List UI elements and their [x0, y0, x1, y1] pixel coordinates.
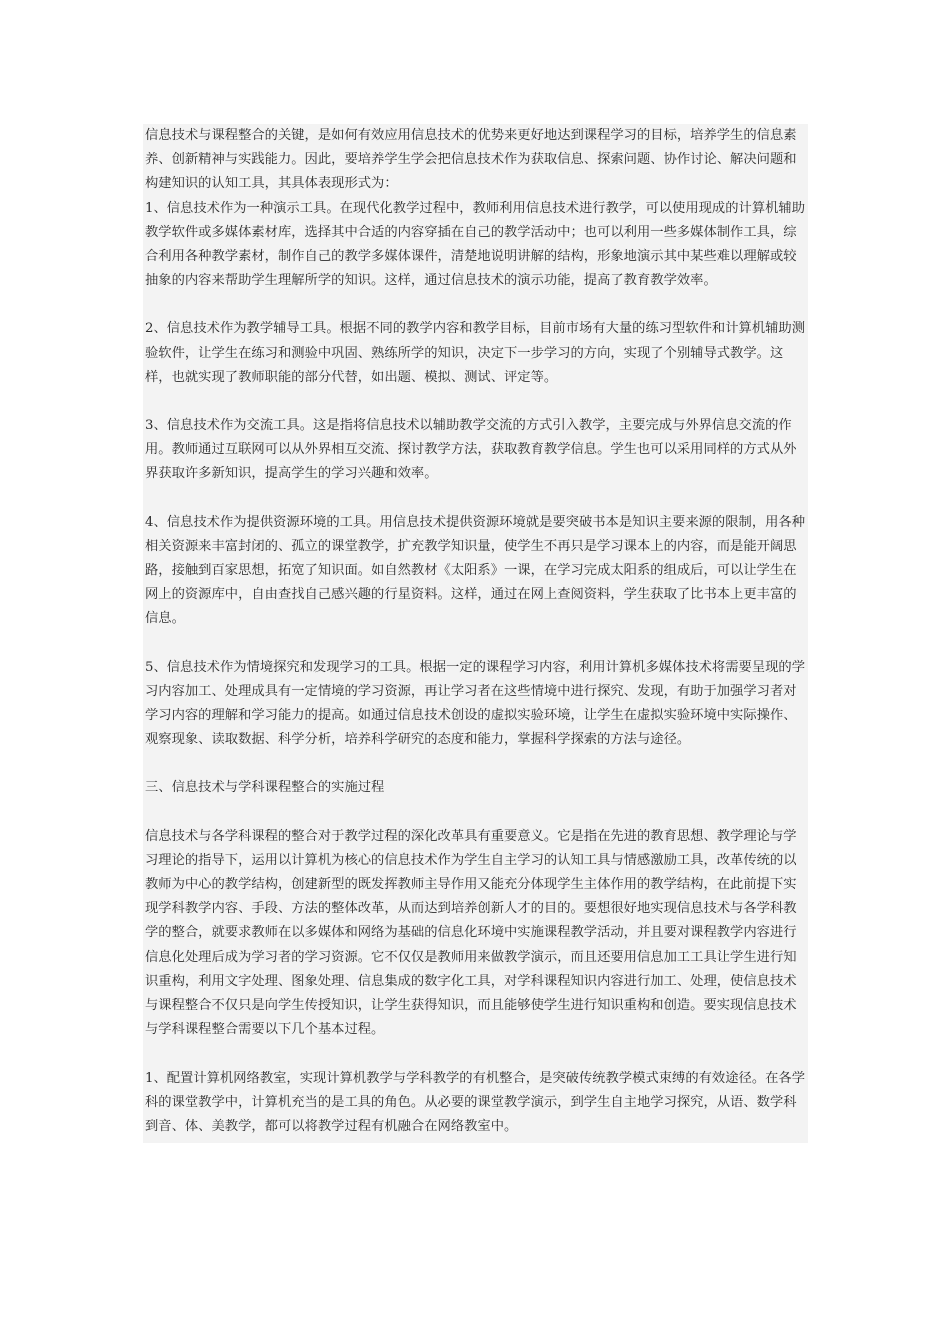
paragraph-step-1: 1、配置计算机网络教室，实现计算机教学与学科教学的有机整合，是突破传统教学模式束缚的有效途径。在各学科的课堂教学中，计算机充当的是工具的角色。从必要的课堂教学演示，到学生自主地学习探究，从语、数学科到音、体、美教学，都可以将教学过程有机融合在网络教室中。 — [145, 1070, 806, 1134]
paragraph-gap — [145, 632, 806, 656]
paragraph-item-3: 3、信息技术作为交流工具。这是指将信息技术以辅助教学交流的方式引入教学，主要完成与外界信息交流的作用。教师通过互联网可以从外界相互交流、探讨教学方法，获取教育教学信息。学生也可以采用同样的方式从外界获取许多新知识，提高学生的学习兴趣和效率。 — [145, 418, 797, 482]
paragraph-item-5: 5、信息技术作为情境探究和发现学习的工具。根据一定的课程学习内容，利用计算机多媒体技术将需要呈现的学习内容加工、处理成具有一定情境的学习资源，再让学习者在这些情境中进行探究、发现，有助于加强学习者对学习内容的理解和学习能力的提高。如通过信息技术创设的虚拟实验环境，让学生在虚拟实验环境中实际操作、观察现象、读取数据、科学分析，培养科学研究的态度和能力，掌握科学探索的方法与途径。 — [145, 659, 806, 748]
paragraph-intro: 信息技术与课程整合的关键，是如何有效应用信息技术的优势来更好地达到课程学习的目标，培养学生的信息素养、创新精神与实践能力。因此，要培养学生学会把信息技术作为获取信息、探索问题、协作讨论、解决问题和构建知识的认知工具，其具体表现形式为： — [145, 128, 797, 192]
section-heading: 三、信息技术与学科课程整合的实施过程 — [145, 780, 385, 796]
paragraph-integration: 信息技术与各学科课程的整合对于教学过程的深化改革具有重要意义。它是指在先进的教育思想、教学理论与学习理论的指导下，运用以计算机为核心的信息技术作为学生自主学习的认知工具与情感激励工具，改革传统的以教师为中心的教学结构，创建新型的既发挥教师主导作用又能充分体现学生主体作用的教学结构，在此前提下实现学科教学内容、手段、方法的整体改革，从而达到培养创新人才的目的。要想很好地实现信息技术与各学科教学的整合，就要求教师在以多媒体和网络为基础的信息化环境中实施课程教学活动，并且要对课程教学内容进行信息化处理后成为学习者的学习资源。它不仅仅是教师用来做教学演示，而且还要用信息加工工具让学生进行知识重构，利用文字处理、图象处理、信息集成的数字化工具，对学科课程知识内容进行加工、处理，使信息技术与课程整合不仅只是向学生传授知识，让学生获得知识，而且能够使学生进行知识重构和创造。要实现信息技术与学科课程整合需要以下几个基本过程。 — [145, 828, 797, 1038]
paragraph-item-1: 1、信息技术作为一种演示工具。在现代化教学过程中，教师利用信息技术进行教学，可以使用现成的计算机辅助教学软件或多媒体素材库，选择其中合适的内容穿插在自己的教学活动中；也可以利用一些多媒体制作工具，综合利用各种教学素材，制作自己的教学多媒体课件，清楚地说明讲解的结构，形象地演示其中某些难以理解或较抽象的内容来帮助学生理解所学的知识。这样，通过信息技术的演示功能，提高了教育教学效率。 — [145, 200, 806, 289]
paragraph-gap — [145, 801, 806, 825]
paragraph-item-4: 4、信息技术作为提供资源环境的工具。用信息技术提供资源环境就是要突破书本是知识主要来源的限制，用各种相关资源来丰富封闭的、孤立的课堂教学，扩充教学知识量，使学生不再只是学习课本上的内容，而是能开阔思路，接触到百家思想，拓宽了知识面。如自然教材《太阳系》一课，在学习完成太阳系的组成后，可以让学生在网上的资源库中，自由查找自己感兴趣的行星资料。这样，通过在网上查阅资料，学生获取了比书本上更丰富的信息。 — [145, 514, 806, 627]
paragraph-item-2: 2、信息技术作为教学辅导工具。根据不同的教学内容和教学目标，目前市场有大量的练习型软件和计算机辅助测验软件，让学生在练习和测验中巩固、熟练所学的知识，决定下一步学习的方向，实现了个别辅导式教学。这样，也就实现了教师职能的部分代替，如出题、模拟、测试、评定等。 — [145, 321, 806, 385]
document-body — [143, 124, 808, 1143]
paragraph-gap — [145, 752, 806, 776]
paragraph-gap — [145, 293, 806, 317]
paragraph-gap — [145, 390, 806, 414]
paragraph-gap — [145, 1043, 806, 1067]
paragraph-gap — [145, 487, 806, 511]
